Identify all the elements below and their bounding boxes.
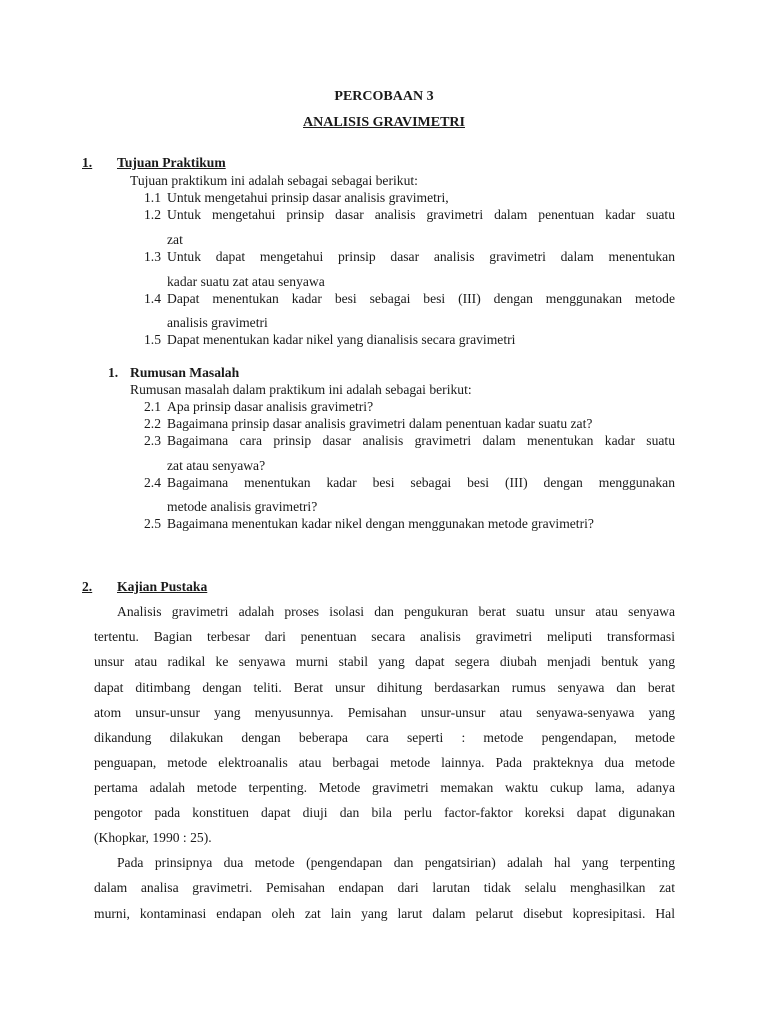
item-line: Untuk mengetahui prinsip dasar analisis gravimetri,: [167, 190, 449, 205]
item-line: metode analisis gravimetri?: [167, 499, 318, 514]
paragraph-line: murni, kontaminasi endapan oleh zat lain yang larut dalam pelarut disebut kopresipitasi. Hal: [94, 906, 675, 921]
paragraph-line: pertama adalah metode terpenting. Metode gravimetri memakan waktu cukup lama, adanya: [94, 780, 675, 795]
item-line: Apa prinsip dasar analisis gravimetri?: [167, 399, 374, 414]
document-subtitle: ANALISIS GRAVIMETRI: [303, 115, 465, 130]
item-number: 1.5: [144, 332, 161, 347]
item-line: zat: [167, 232, 183, 247]
item-line: Untuk mengetahui prinsip dasar analisis gravimetri dalam penentuan kadar suatu: [167, 207, 675, 222]
paragraph-line: (Khopkar, 1990 : 25).: [94, 830, 212, 845]
item-number: 2.1: [144, 399, 161, 414]
item-line: zat atau senyawa?: [167, 458, 266, 473]
section2-heading: Kajian Pustaka: [117, 579, 208, 594]
section1-heading: Tujuan Praktikum: [117, 155, 226, 170]
rm-intro: Rumusan masalah dalam praktikum ini adalah sebagai berikut:: [130, 382, 472, 397]
item-line: Bagaimana cara prinsip dasar analisis gravimetri dalam menentukan kadar suatu: [167, 433, 675, 448]
item-line: analisis gravimetri: [167, 315, 268, 330]
item-number: 1.2: [144, 207, 161, 222]
item-line: Bagaimana prinsip dasar analisis gravimetri dalam penentuan kadar suatu zat?: [167, 416, 593, 431]
paragraph-line: unsur atau radikal ke senyawa murni stabil yang dapat segera diubah menjadi bentuk yang: [94, 654, 675, 669]
item-number: 1.3: [144, 249, 161, 264]
item-line: Bagaimana menentukan kadar nikel dengan menggunakan metode gravimetri?: [167, 516, 594, 531]
paragraph-line: Analisis gravimetri adalah proses isolasi dan pengukuran berat suatu unsur atau senyawa: [117, 604, 675, 619]
item-line: Dapat menentukan kadar nikel yang dianalisis secara gravimetri: [167, 332, 516, 347]
item-number: 2.4: [144, 475, 161, 490]
paragraph-line: penguapan, metode elektroanalis atau berbagai metode lainnya. Pada prakteknya dua metode: [94, 755, 675, 770]
item-line: Untuk dapat mengetahui prinsip dasar analisis gravimetri dalam menentukan: [167, 249, 675, 264]
paragraph-line: pengotor pada konstituen dapat diuji dan bila perlu factor-faktor koreksi dapat digunakan: [94, 805, 675, 820]
section1-number: 1.: [82, 155, 93, 170]
section1-intro: Tujuan praktikum ini adalah sebagai sebagai berikut:: [130, 173, 418, 188]
paragraph-line: tertentu. Bagian terbesar dari penentuan secara analisis gravimetri meliputi transformasi: [94, 629, 675, 644]
item-number: 2.5: [144, 516, 161, 531]
item-line: Dapat menentukan kadar besi sebagai besi (III) dengan menggunakan metode: [167, 291, 675, 306]
paragraph-line: dikandung dilakukan dengan beberapa cara seperti : metode pengendapan, metode: [94, 730, 675, 745]
document-title: PERCOBAAN 3: [334, 89, 434, 104]
paragraph-line: Pada prinsipnya dua metode (pengendapan dan pengatsirian) adalah hal yang terpenting: [117, 855, 675, 870]
rm-number: 1.: [108, 365, 119, 380]
rm-heading: Rumusan Masalah: [130, 365, 240, 380]
item-number: 2.3: [144, 433, 161, 448]
paragraph-line: dapat ditimbang dengan teliti. Berat unsur dihitung berdasarkan rumus senyawa dan berat: [94, 680, 675, 695]
paragraph-line: atom unsur-unsur yang menyusunnya. Pemisahan unsur-unsur atau senyawa-senyawa yang: [94, 705, 675, 720]
item-line: kadar suatu zat atau senyawa: [167, 274, 325, 289]
paragraph-line: dalam analisa gravimetri. Pemisahan endapan dari larutan tidak selalu menghasilkan zat: [94, 880, 675, 895]
item-number: 2.2: [144, 416, 161, 431]
section2-number: 2.: [82, 579, 93, 594]
item-line: Bagaimana menentukan kadar besi sebagai besi (III) dengan menggunakan: [167, 475, 675, 490]
item-number: 1.1: [144, 190, 161, 205]
item-number: 1.4: [144, 291, 161, 306]
